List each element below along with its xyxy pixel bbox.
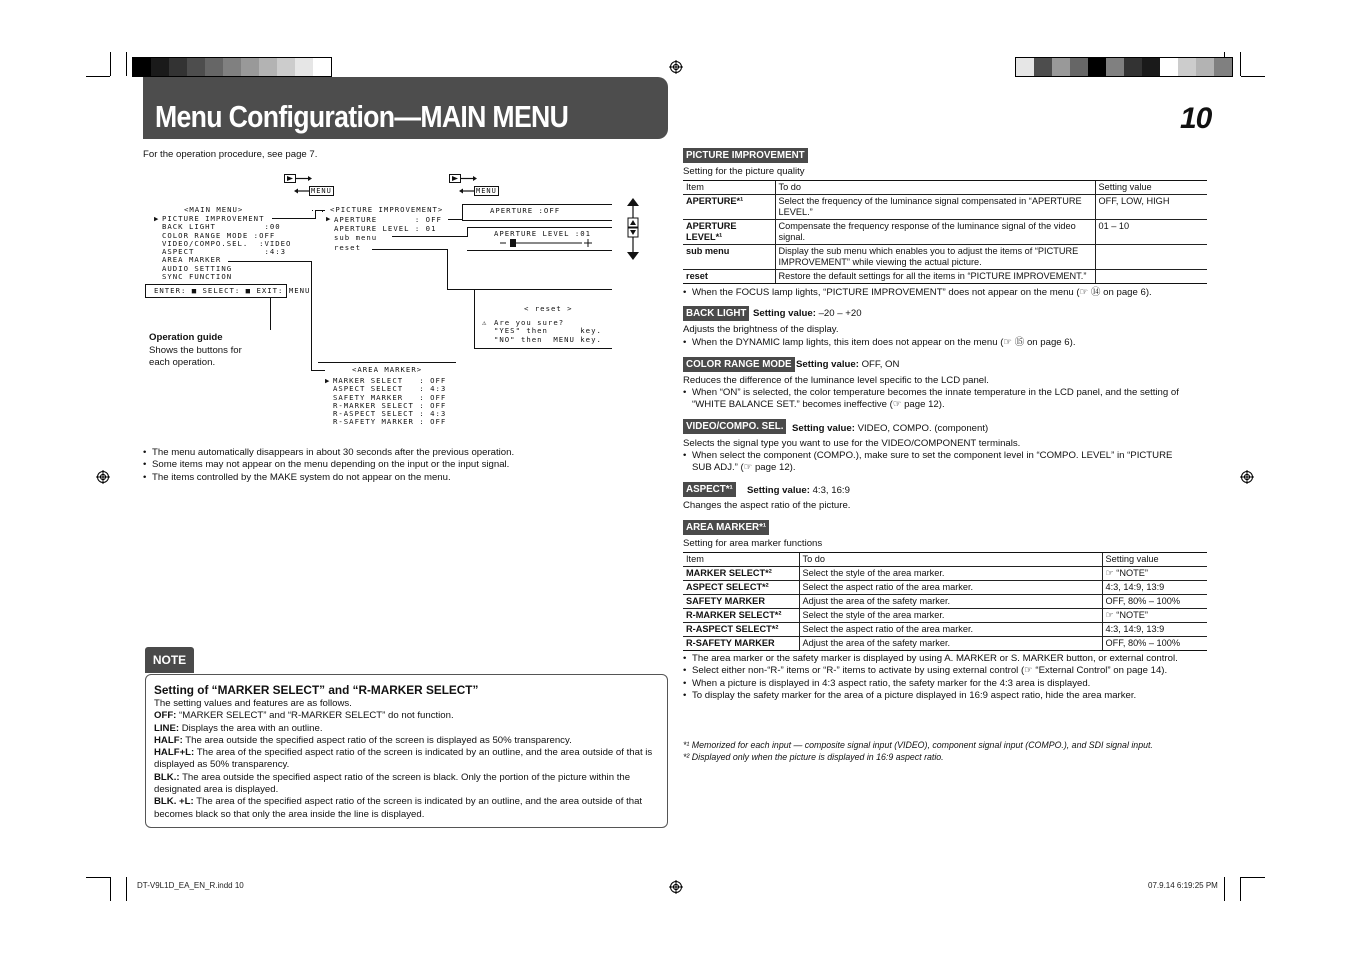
menu-item: PICTURE IMPROVEMENT	[162, 214, 265, 223]
connector-line	[474, 289, 475, 349]
color-swatch	[1124, 58, 1142, 76]
color-swatch	[133, 58, 151, 76]
color-swatch	[1178, 58, 1196, 76]
connector-line	[312, 210, 313, 211]
picture-improvement-table	[683, 180, 1207, 284]
color-swatch	[277, 58, 295, 76]
guide-pointer-line	[270, 298, 271, 330]
menu-item: "NO" then MENU key.	[494, 334, 602, 344]
area-marker-desc: Setting for area marker functions	[683, 538, 823, 549]
table-cell: ASPECT SELECT*²	[683, 581, 799, 595]
print-date-info: 07.9.14 6:19:25 PM	[1148, 881, 1218, 890]
note-entry	[154, 710, 660, 722]
table-header-cell: Item	[683, 181, 775, 195]
table-cell: APERTURE*¹	[683, 195, 775, 220]
color-swatch	[187, 58, 205, 76]
color-range-setting: Setting value: OFF, ON	[796, 359, 900, 370]
note-term: LINE:	[154, 722, 180, 734]
table-row	[683, 245, 1207, 270]
table-cell: R-SAFETY MARKER	[683, 637, 799, 651]
list-item: • When the FOCUS lamp lights, “PICTURE IMPROVEMENT” does not appear on the menu (☞ ⑭ on page 6).	[683, 287, 1207, 299]
table-header-cell: Setting value	[1095, 181, 1207, 195]
table-row	[683, 637, 1207, 651]
table-cell: OFF, LOW, HIGH	[1095, 195, 1207, 220]
list-item: • Some items may not appear on the menu depending on the input or the input signal.	[143, 459, 663, 471]
picture-improvement-bullets	[683, 287, 1207, 299]
crop-mark	[1241, 76, 1265, 77]
table-cell: reset	[683, 270, 775, 284]
crop-mark	[86, 76, 110, 77]
connector-line	[467, 250, 612, 251]
menu-item: R-MARKER SELECT : OFF	[333, 400, 447, 410]
color-swatch	[205, 58, 223, 76]
main-menu-list	[162, 215, 291, 281]
print-file-info: DT-V9L1D_EA_EN_R.indd 10	[137, 881, 244, 890]
color-swatch	[1214, 58, 1232, 76]
table-cell: sub menu	[683, 245, 775, 270]
main-menu-title: <MAIN MENU>	[184, 205, 244, 214]
crop-mark	[86, 877, 110, 878]
menu-item: MARKER SELECT : OFF	[333, 376, 447, 385]
connector-line	[318, 362, 456, 363]
note-heading: Setting of “MARKER SELECT” and “R-MARKER SELECT”	[154, 683, 479, 697]
color-swatch	[1052, 58, 1070, 76]
aspect-desc: Changes the aspect ratio of the picture.	[683, 500, 851, 511]
table-cell: Select the frequency of the luminance signal compensated in “APERTURE LEVEL.”	[775, 195, 1095, 220]
list-item: • The items controlled by the MAKE system do not appear on the menu.	[143, 472, 663, 484]
pic-improvement-title: <PICTURE IMPROVEMENT>	[330, 205, 444, 214]
note-term: BLK.:	[154, 771, 180, 783]
note-label: NOTE	[145, 647, 194, 673]
table-header-cell: To do	[775, 181, 1095, 195]
table-cell: 4:3, 14:9, 13:9	[1102, 623, 1207, 637]
note-term: HALF+L:	[154, 747, 195, 759]
video-compo-heading: VIDEO/COMPO. SEL.	[683, 419, 786, 434]
table-cell: Select the style of the area marker.	[799, 609, 1102, 623]
menu-item: AREA MARKER	[162, 255, 222, 265]
color-range-heading: COLOR RANGE MODE	[683, 357, 795, 372]
table-cell: 4:3, 14:9, 13:9	[1102, 581, 1207, 595]
note-term: OFF:	[154, 710, 177, 722]
list-item: • Select either non-“R-” items or “R-” items to activate by using external control (☞ “External Control” on page 14).	[683, 665, 1193, 677]
note-text: The area of the specified aspect ratio of the screen is indicated by an outline, and the area outside of that is displayed as 50% transparency.	[154, 747, 653, 771]
crop-mark	[1240, 877, 1241, 901]
connector-line	[447, 289, 475, 290]
list-item: • The menu automatically disappears in about 30 seconds after the previous operation.	[143, 447, 663, 459]
table-cell: ☞ “NOTE”	[1102, 567, 1207, 581]
operation-guide-text: Shows the buttons for each operation.	[149, 345, 242, 368]
area-marker-heading: AREA MARKER*¹	[683, 520, 769, 535]
note-text: The area outside the specified aspect ratio of the screen is black. Only the portion of the picture within the designated area is displayed.	[154, 771, 631, 796]
main-menu-guide: ENTER: ■ SELECT: ■ EXIT: MENU	[145, 284, 287, 298]
crop-mark	[126, 52, 127, 76]
back-light-heading: BACK LIGHT	[683, 306, 749, 321]
table-row	[683, 581, 1207, 595]
table-cell: Select the aspect ratio of the area marker.	[799, 581, 1102, 595]
picture-improvement-desc: Setting for the picture quality	[683, 166, 805, 177]
up-down-arrow-icon	[626, 198, 640, 260]
connector-line	[311, 370, 325, 371]
list-item: • To display the safety marker for the area of a picture displayed in 16:9 aspect ratio, hide the area marker.	[683, 690, 1193, 702]
table-cell: APERTURE LEVEL*¹	[683, 220, 775, 245]
page-number: 10	[1180, 102, 1212, 135]
connector-line	[315, 210, 325, 211]
note-entry	[154, 747, 660, 772]
menu-item: sub menu	[334, 233, 378, 243]
table-header-cell: Item	[683, 553, 799, 567]
connector-line	[272, 218, 316, 219]
color-bar-right	[1015, 57, 1233, 77]
list-item: • When select the component (COMPO.), make sure to set the component level in “COMPO. LEVEL” in “PICTURE SUB ADJ.” (☞ page 12).	[683, 450, 1183, 475]
area-marker-bullets	[683, 653, 1193, 702]
reset-title: < reset >	[524, 304, 573, 313]
menu-item: R-ASPECT SELECT : 4:3	[333, 409, 447, 419]
menu-key-label: MENU	[311, 187, 332, 195]
table-cell: OFF, 80% – 100%	[1102, 637, 1207, 651]
list-item: • When a picture is displayed in 4:3 aspect ratio, the safety marker for the 4:3 area is displayed.	[683, 678, 1193, 690]
table-cell	[1095, 245, 1207, 270]
aperture-level-line: APERTURE LEVEL :01	[494, 229, 592, 238]
note-entry	[154, 735, 660, 747]
menu-item: SYNC FUNCTION	[162, 272, 233, 282]
menu-item: ASPECT :4:3	[162, 247, 287, 257]
table-header-row	[683, 181, 1207, 195]
color-swatch	[1070, 58, 1088, 76]
registration-mark-icon	[1240, 470, 1254, 484]
page-title: Menu Configuration—MAIN MENU	[155, 99, 569, 134]
table-row	[683, 609, 1207, 623]
crop-mark	[1240, 52, 1241, 76]
pic-improvement-list	[334, 215, 442, 252]
menu-item: ASPECT SELECT : 4:3	[333, 384, 447, 394]
menu-item: APERTURE : OFF	[334, 215, 442, 224]
connector-line	[462, 220, 612, 221]
table-cell: SAFETY MARKER	[683, 595, 799, 609]
table-cell: Compensate the frequency response of the luminance signal of the video signal.	[775, 220, 1095, 245]
table-cell: Display the sub menu which enables you to adjust the items of “PICTURE IMPROVEMENT” while viewing the actual picture.	[775, 245, 1095, 270]
crop-mark	[126, 877, 127, 901]
video-compo-bullets	[683, 450, 1183, 475]
menu-item: SAFETY MARKER : OFF	[333, 392, 447, 402]
table-cell: 01 – 10	[1095, 220, 1207, 245]
picture-improvement-heading: PICTURE IMPROVEMENT	[683, 148, 808, 163]
table-row	[683, 623, 1207, 637]
connector-line	[322, 211, 323, 212]
registration-mark-icon	[669, 60, 683, 74]
color-swatch	[1160, 58, 1178, 76]
cursor-icon: ▶	[154, 214, 160, 223]
note-term: BLK. +L:	[154, 796, 194, 808]
area-marker-list	[333, 377, 446, 427]
note-body	[154, 683, 660, 821]
table-cell: MARKER SELECT*²	[683, 567, 799, 581]
operation-guide-title: Operation guide	[149, 332, 223, 343]
table-row	[683, 220, 1207, 245]
color-swatch	[295, 58, 313, 76]
note-entries	[154, 710, 660, 821]
color-swatch	[1196, 58, 1214, 76]
crop-mark	[1224, 877, 1225, 901]
menu-item: Are you sure?	[494, 318, 565, 327]
table-row	[683, 567, 1207, 581]
list-item: • When the DYNAMIC lamp lights, this item does not appear on the menu (☞ ⑮ on page 6).	[683, 337, 1207, 349]
aperture-level-slider-icon	[498, 238, 598, 248]
color-swatch	[259, 58, 277, 76]
menu-item: "YES" then key.	[494, 326, 602, 336]
crop-mark	[1241, 877, 1265, 878]
color-bar-left	[132, 57, 332, 77]
color-swatch	[1142, 58, 1160, 76]
table-cell: R-MARKER SELECT*²	[683, 609, 799, 623]
crop-mark	[110, 877, 111, 901]
connector-line	[462, 204, 463, 220]
table-cell: Adjust the area of the safety marker.	[799, 595, 1102, 609]
menu-item: VIDEO/COMPO.SEL. :VIDEO	[162, 238, 292, 248]
cursor-icon: ▶	[325, 376, 331, 385]
list-item: • The area marker or the safety marker is displayed by using A. MARKER or S. MARKER button, or external control.	[683, 653, 1193, 665]
note-text: The area outside the specified aspect ratio of the screen is displayed as 50% transparency.	[182, 734, 572, 746]
aspect-setting: Setting value: 4:3, 16:9	[747, 485, 850, 496]
table-cell	[1095, 270, 1207, 284]
connector-line	[467, 227, 468, 237]
color-swatch	[1034, 58, 1052, 76]
crop-mark	[110, 52, 111, 76]
footnote: *¹ Memorized for each input — composite signal input (VIDEO), component signal input (COMPO.), and SDI signal input.	[683, 740, 1153, 750]
left-bullet-list	[143, 447, 663, 484]
area-marker-table	[683, 552, 1207, 651]
back-light-desc: Adjusts the brightness of the display.	[683, 324, 839, 335]
color-swatch	[1106, 58, 1124, 76]
table-header-row	[683, 553, 1207, 567]
connector-line	[474, 348, 612, 349]
table-cell: OFF, 80% – 100%	[1102, 595, 1207, 609]
menu-item: COLOR RANGE MODE :OFF	[162, 230, 276, 240]
menu-item: BACK LIGHT :00	[162, 222, 281, 232]
menu-key-label: MENU	[476, 187, 497, 195]
table-cell: Select the aspect ratio of the area marker.	[799, 623, 1102, 637]
area-marker-title: <AREA MARKER>	[352, 365, 423, 374]
note-entry	[154, 796, 660, 821]
video-compo-setting: Setting value: VIDEO, COMPO. (component)	[792, 423, 989, 434]
video-compo-desc: Selects the signal type you want to use for the VIDEO/COMPONENT terminals.	[683, 438, 1021, 449]
color-swatch	[1016, 58, 1034, 76]
connector-line	[447, 249, 448, 290]
note-text: “MARKER SELECT” and “R-MARKER SELECT” do not function.	[176, 710, 454, 722]
color-swatch	[313, 58, 331, 76]
note-entry	[154, 723, 660, 735]
menu-item: AUDIO SETTING	[162, 263, 233, 273]
note-term: HALF:	[154, 734, 183, 746]
table-header-cell: To do	[799, 553, 1102, 567]
reset-warning-icon: ⚠	[482, 318, 488, 327]
note-text: The area of the specified aspect ratio of the screen is indicated by an outline, and the area outside of that becomes black so that only the area inside the line is displayed.	[154, 796, 643, 820]
table-cell: Adjust the area of the safety marker.	[799, 637, 1102, 651]
connector-line	[392, 236, 468, 237]
menu-item: R-SAFETY MARKER : OFF	[333, 417, 447, 427]
intro-text: For the operation procedure, see page 7.	[143, 149, 318, 160]
table-row	[683, 195, 1207, 220]
table-cell: R-ASPECT SELECT*²	[683, 623, 799, 637]
registration-mark-icon	[96, 470, 110, 484]
aspect-heading: ASPECT*¹	[683, 482, 736, 497]
back-light-bullets	[683, 337, 1207, 349]
connector-line	[311, 261, 312, 371]
color-swatch	[1088, 58, 1106, 76]
color-swatch	[169, 58, 187, 76]
table-cell: ☞ “NOTE”	[1102, 609, 1207, 623]
footnotes	[683, 739, 1213, 763]
list-item: • When “ON” is selected, the color temperature becomes the innate temperature in the LCD panel, and the setting of “WHITE BALANCE SET.” becomes ineffective (☞ page 12).	[683, 387, 1183, 412]
table-cell: Select the style of the area marker.	[799, 567, 1102, 581]
connector-line	[448, 219, 463, 220]
menu-item: reset	[334, 242, 361, 252]
footnote: *² Displayed only when the picture is displayed in 16:9 aspect ratio.	[683, 752, 944, 762]
connector-line	[228, 261, 312, 262]
connector-line	[372, 249, 448, 250]
table-row	[683, 595, 1207, 609]
aperture-line: APERTURE :OFF	[490, 206, 561, 215]
table-header-cell: Setting value	[1102, 553, 1207, 567]
registration-mark-icon	[669, 880, 683, 894]
color-range-bullets	[683, 387, 1183, 412]
note-entry	[154, 772, 660, 797]
color-swatch	[151, 58, 169, 76]
menu-item: APERTURE LEVEL : 01	[334, 224, 437, 234]
color-swatch	[241, 58, 259, 76]
color-range-desc: Reduces the difference of the luminance level specific to the LCD panel.	[683, 375, 989, 386]
color-swatch	[223, 58, 241, 76]
note-text: Displays the area with an outline.	[179, 722, 323, 734]
table-row	[683, 270, 1207, 284]
reset-dialog	[494, 319, 602, 344]
back-light-setting: Setting value: –20 – +20	[753, 308, 862, 319]
connector-line	[474, 289, 612, 290]
table-cell: Restore the default settings for all the items in “PICTURE IMPROVEMENT.”	[775, 270, 1095, 284]
note-intro: The setting values and features are as follows.	[154, 698, 352, 709]
cursor-icon: ▶	[326, 214, 332, 223]
